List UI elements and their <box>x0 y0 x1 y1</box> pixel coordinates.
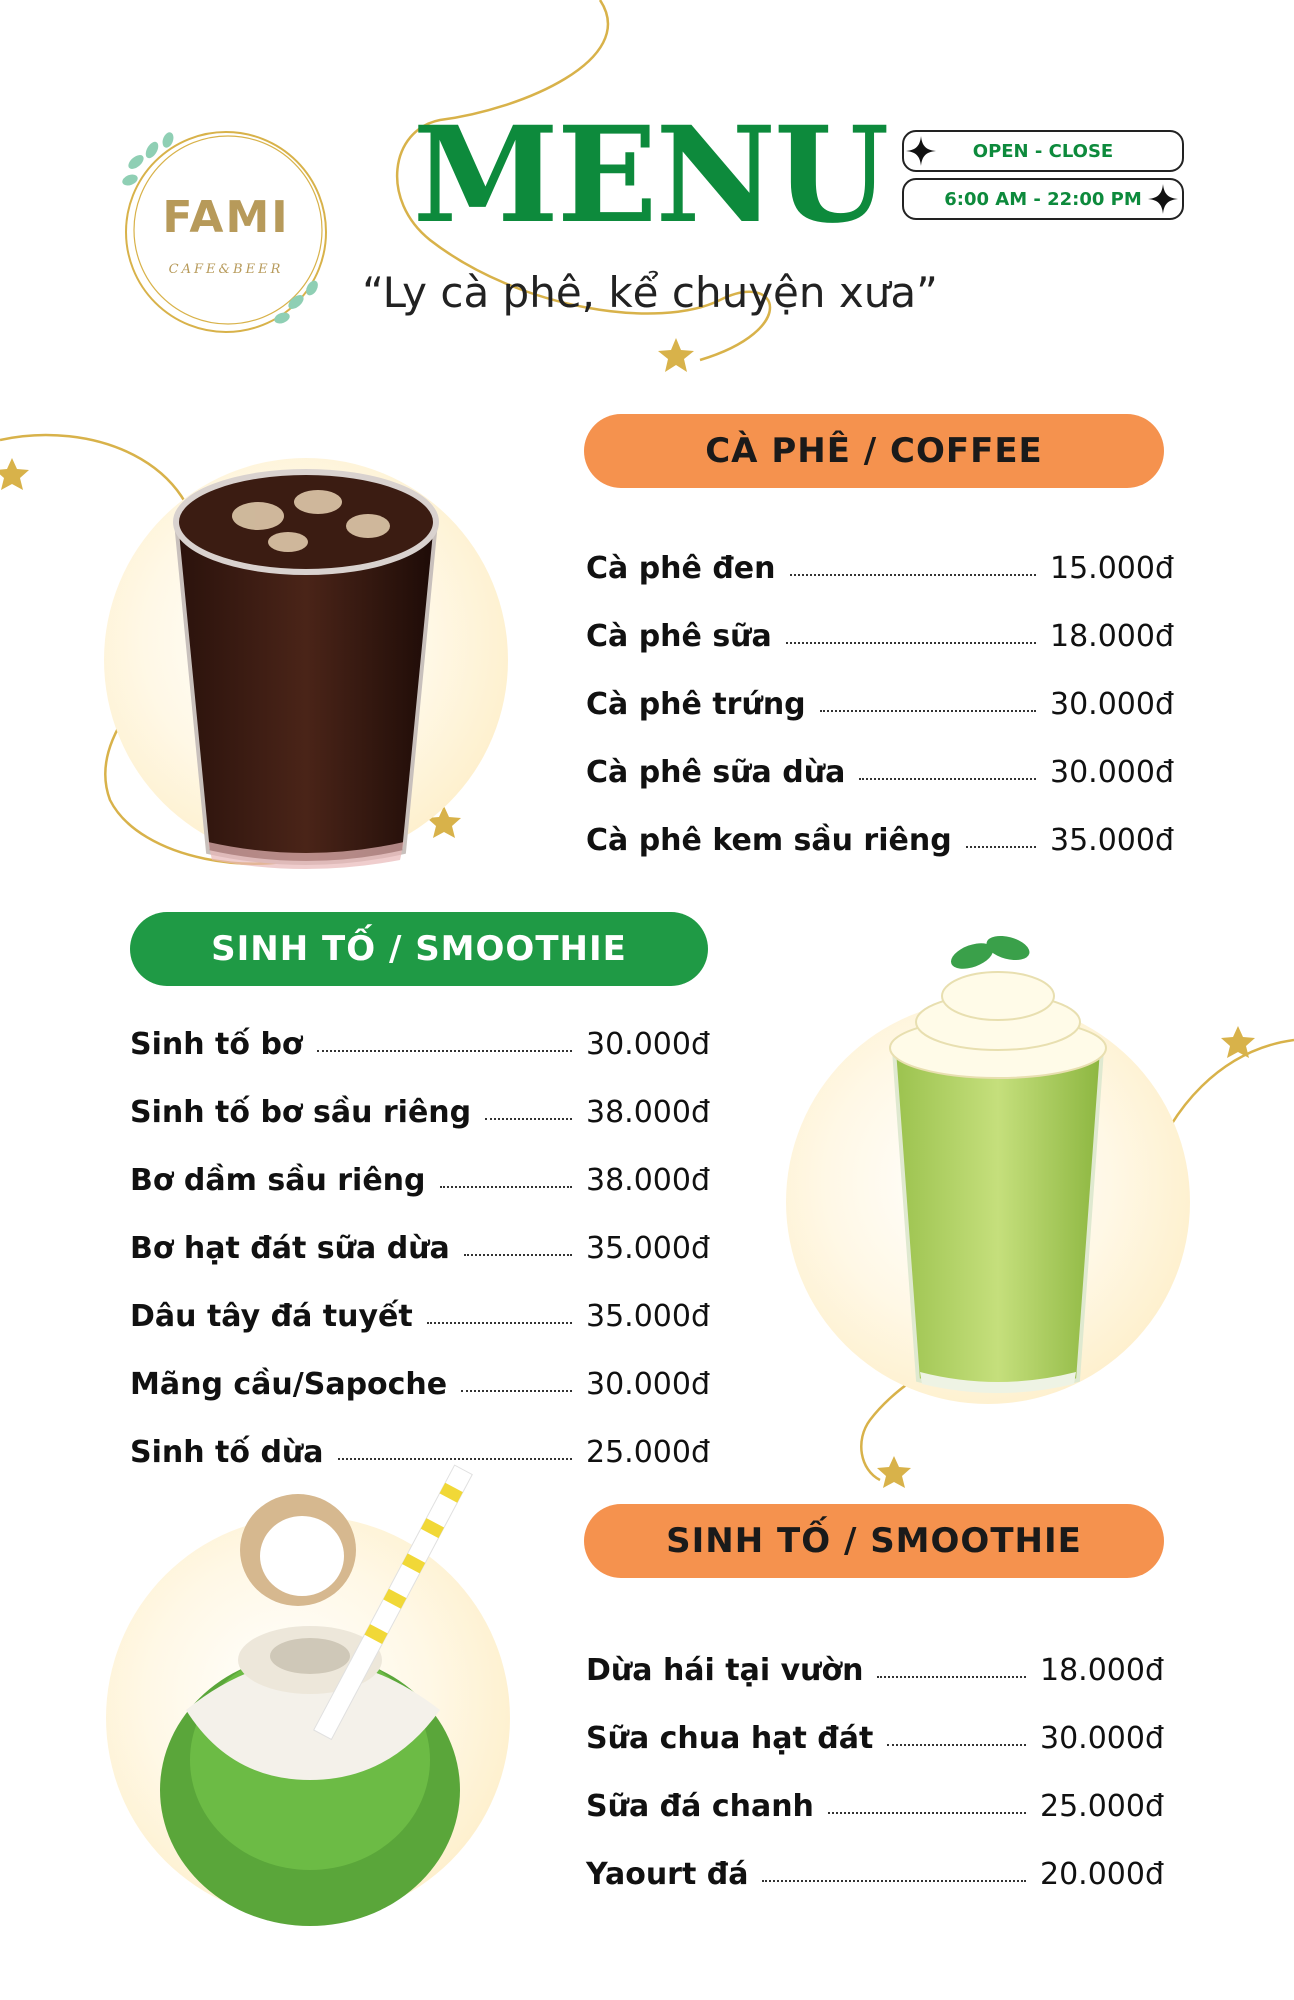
menu-item <box>586 790 1174 858</box>
item-name: Sữa chua hạt đát <box>586 1721 874 1756</box>
menu-item <box>586 1824 1164 1892</box>
section-header-smoothie-2: SINH TỐ / SMOOTHIE <box>584 1504 1164 1578</box>
star-icon <box>658 338 694 372</box>
coffee-menu-list <box>586 518 1174 858</box>
item-name: Dừa hái tại vườn <box>586 1653 864 1688</box>
item-name: Cà phê sữa dừa <box>586 755 846 790</box>
item-price: 20.000đ <box>1039 1857 1164 1892</box>
dot-leader <box>887 1743 1026 1746</box>
item-price: 38.000đ <box>585 1163 710 1198</box>
item-name: Sữa đá chanh <box>586 1789 814 1824</box>
menu-item <box>586 654 1174 722</box>
menu-item <box>130 994 710 1062</box>
dot-leader <box>828 1811 1026 1814</box>
item-price: 35.000đ <box>585 1231 710 1266</box>
tagline: “Ly cà phê, kể chuyện xưa” <box>362 268 938 317</box>
menu-item <box>586 722 1174 790</box>
dot-leader <box>317 1049 572 1052</box>
dot-leader <box>440 1185 572 1188</box>
item-name: Cà phê đen <box>586 551 776 586</box>
dot-leader <box>790 573 1036 576</box>
hours-label: 6:00 AM - 22:00 PM <box>902 178 1184 220</box>
item-price: 30.000đ <box>1049 687 1174 722</box>
dot-leader <box>762 1879 1026 1882</box>
item-name: Cà phê kem sầu riêng <box>586 823 952 858</box>
dot-leader <box>485 1117 572 1120</box>
star-icon <box>0 458 29 490</box>
drinks-menu-list <box>586 1620 1164 1892</box>
section-header-smoothie: SINH TỐ / SMOOTHIE <box>130 912 708 986</box>
dot-leader <box>877 1675 1026 1678</box>
item-name: Cà phê sữa <box>586 619 772 654</box>
menu-item <box>586 518 1174 586</box>
item-price: 25.000đ <box>1039 1789 1164 1824</box>
item-name: Bơ hạt đát sữa dừa <box>130 1231 450 1266</box>
dot-leader <box>820 709 1036 712</box>
green-smoothie-glass-icon <box>880 930 1116 1396</box>
item-price: 30.000đ <box>1039 1721 1164 1756</box>
item-price: 18.000đ <box>1039 1653 1164 1688</box>
sparkle-icon <box>906 136 936 166</box>
item-price: 18.000đ <box>1049 619 1174 654</box>
item-name: Dâu tây đá tuyết <box>130 1299 413 1334</box>
smoothie-menu-list <box>130 994 710 1470</box>
fresh-coconut-icon <box>150 1460 500 1930</box>
iced-coffee-glass-icon <box>168 462 444 872</box>
section-header-coffee: CÀ PHÊ / COFFEE <box>584 414 1164 488</box>
item-name: Sinh tố bơ <box>130 1027 303 1062</box>
sparkle-icon <box>1148 184 1178 214</box>
item-name: Sinh tố bơ sầu riêng <box>130 1095 472 1130</box>
item-price: 30.000đ <box>1049 755 1174 790</box>
item-price: 30.000đ <box>585 1027 710 1062</box>
star-icon <box>877 1456 911 1488</box>
item-price: 35.000đ <box>1049 823 1174 858</box>
logo-subtitle: CAFE&BEER <box>168 262 284 277</box>
menu-item <box>130 1266 710 1334</box>
item-name: Bơ dầm sầu riêng <box>130 1163 426 1198</box>
dot-leader <box>461 1389 572 1392</box>
item-name: Sinh tố dừa <box>130 1435 324 1470</box>
menu-item <box>130 1198 710 1266</box>
logo <box>116 122 336 342</box>
item-price: 35.000đ <box>585 1299 710 1334</box>
item-price: 15.000đ <box>1049 551 1174 586</box>
menu-item <box>586 1688 1164 1756</box>
item-name: Yaourt đá <box>586 1857 749 1892</box>
menu-item <box>586 1756 1164 1824</box>
dot-leader <box>464 1253 572 1256</box>
dot-leader <box>859 777 1036 780</box>
item-price: 38.000đ <box>585 1095 710 1130</box>
menu-item <box>130 1062 710 1130</box>
item-name: Cà phê trứng <box>586 687 806 722</box>
open-close-label: OPEN - CLOSE <box>902 130 1184 172</box>
item-price: 30.000đ <box>585 1367 710 1402</box>
dot-leader <box>427 1321 572 1324</box>
dot-leader <box>966 845 1036 848</box>
page-title: MENU <box>412 98 888 253</box>
menu-item <box>586 1620 1164 1688</box>
item-name: Mãng cầu/Sapoche <box>130 1367 448 1402</box>
logo-name: FAMI <box>162 192 290 243</box>
menu-item <box>586 586 1174 654</box>
dot-leader <box>786 641 1036 644</box>
menu-item <box>130 1334 710 1402</box>
item-price: 25.000đ <box>585 1435 710 1470</box>
menu-item <box>130 1130 710 1198</box>
